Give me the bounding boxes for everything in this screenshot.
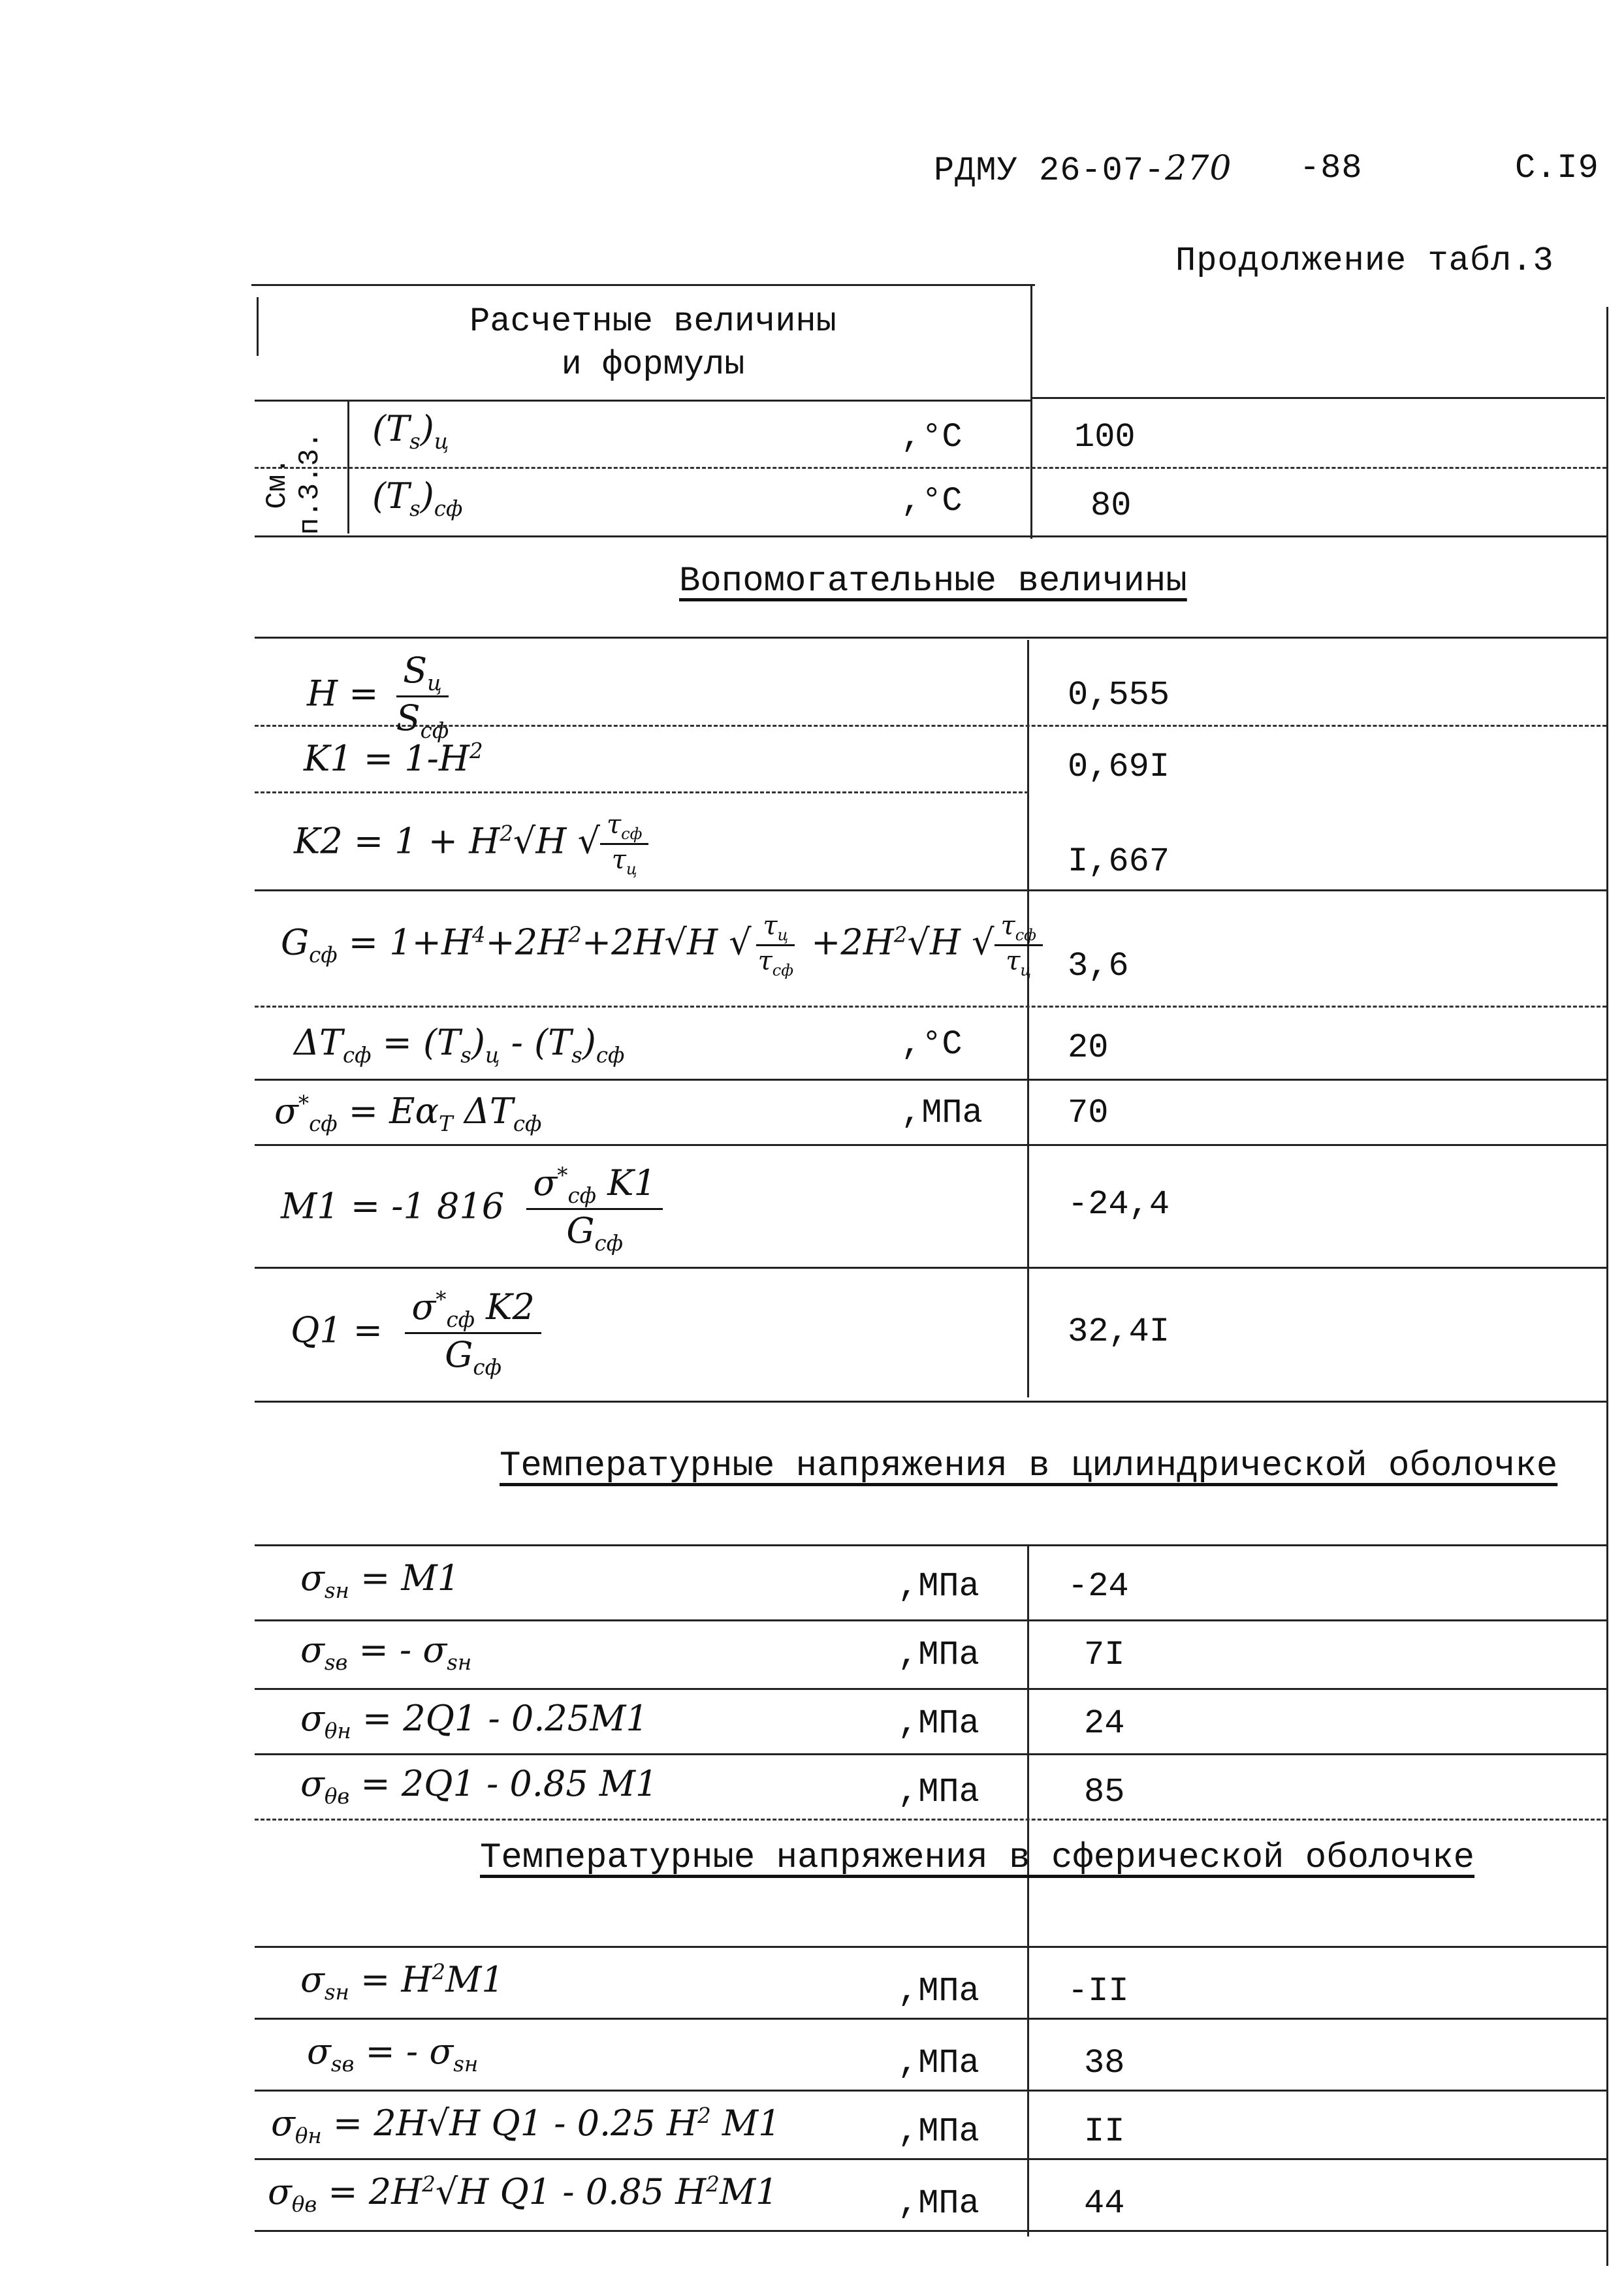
column-header-line1: Расчетные величины [470,302,836,341]
value-sph-sigma-sv: 38 [1084,2044,1125,2082]
section-cyl-title: Температурные напряжения в цилиндрической оболочке [500,1446,1558,1486]
formula-sph-sigma-sv: $\sigma_{sв}$ = - $\sigma_{sн}$ [307,2031,479,2077]
unit-sph-sigma-thv: ,МПа [898,2184,979,2223]
unit-ts-sph: ,°С [901,482,963,520]
value-cyl-sigma-sn: -24 [1068,1567,1129,1606]
value-ts-sph: 80 [1091,486,1132,525]
doc-number: 270 [1165,149,1232,188]
column-header [457,300,849,387]
value-sigma-star: 70 [1068,1094,1109,1132]
formula-k2: $K2 = 1 + H^2√H$ √ $\frac{\tau_{сф}}{\tau_ц}$ [294,810,648,878]
formula-cyl-sigma-thn: $\sigma_{\theta н} = 2Q1 - 0.25M1$ [300,1698,648,1743]
doc-prefix: РДМУ 26-07- [934,151,1166,190]
formula-gsph: $G_{сф} = 1+H^4+2H^2+2H√H$ √ $\frac{\tau_ц}{\tau_{сф}}$ $+2H^2√H$ √ $\frac{\tau_{сф}}{\tau_ц}$ [281,911,1043,979]
frac-g2: $\frac{\tau_{сф}}{\tau_ц}$ [995,911,1043,979]
value-cyl-sigma-sv: 7I [1084,1636,1125,1674]
unit-ts-cyl: ,°С [901,418,963,456]
table-continuation: Продолжение табл.3 [1175,242,1554,280]
formula-sph-sigma-thv: $\sigma_{\theta в} = 2H^2√H$ Q1 - 0.85 $H^2M1$ [268,2171,778,2217]
formula-q1: Q1 = $\frac{\sigma^*_{сф} K2}{G_{сф}}$ [291,1286,541,1380]
value-k2: I,667 [1068,842,1170,881]
value-m1: -24,4 [1068,1185,1170,1224]
unit-cyl-sigma-sn: ,МПа [898,1567,979,1606]
formula-k1: $K1 = 1-H^2$ [304,738,483,779]
formula-h: H = $\frac{S_ц}{S_{сф}}$ [307,650,455,743]
column-header-line2: и формулы [561,345,745,384]
value-delta-t: 20 [1068,1028,1109,1067]
value-sph-sigma-thn: II [1084,2112,1125,2151]
value-sph-sigma-sn: -II [1068,1972,1129,2011]
frac-m1: $\frac{\sigma^*_{сф} K1}{G_{сф}}$ [526,1162,662,1256]
unit-cyl-sigma-sv: ,МПа [898,1636,979,1674]
value-cyl-sigma-thv: 85 [1084,1773,1125,1811]
formula-sph-sigma-sn: $\sigma_{sн} = H^2M1$ [300,1959,504,2005]
doc-suffix: -88 [1299,149,1363,187]
formula-ts-cyl: $(T_s)_ц$ [372,408,449,454]
value-ts-cyl: 100 [1074,418,1136,456]
unit-sph-sigma-sv: ,МПа [898,2044,979,2082]
formula-cyl-sigma-thv: $\sigma_{\theta в} = 2Q1 - 0.85$ M1 [300,1763,658,1809]
frac-q1: $\frac{\sigma^*_{сф} K2}{G_{сф}}$ [405,1286,541,1380]
formula-cyl-sigma-sv: $\sigma_{sв}$ = - $\sigma_{sн}$ [300,1629,472,1675]
value-gsph: 3,6 [1068,947,1129,985]
unit-sph-sigma-thn: ,МПа [898,2112,979,2151]
formula-sph-sigma-thn: $\sigma_{\theta н} = 2H√H$ Q1 - 0.25 $H^2$ M1 [271,2103,781,2148]
value-sph-sigma-thv: 44 [1084,2184,1125,2223]
formula-ts-sph: $(T_s)_{сф}$ [372,475,463,521]
unit-sigma-star: ,МПа [901,1094,983,1132]
unit-sph-sigma-sn: ,МПа [898,1972,979,2011]
formula-cyl-sigma-sn: $\sigma_{sн} = M1$ [300,1557,460,1603]
formula-m1: M1 = -1 816 $\frac{\sigma^*_{сф} K1}{G_{сф}}$ [281,1162,663,1256]
value-k1: 0,69I [1068,748,1170,786]
unit-delta-t: ,°С [901,1025,963,1064]
value-cyl-sigma-thn: 24 [1084,1704,1125,1743]
frac-k2: $\frac{\tau_{сф}}{\tau_ц}$ [600,810,648,878]
formula-delta-t: $\Delta T_{сф} = (T_s)_ц - (T_s)_{сф}$ [294,1022,625,1068]
section-sph-title: Температурные напряжения в сферической оболочке [480,1838,1475,1878]
formula-sigma-star: $\sigma^*_{сф} = E\alpha_T$ $\Delta T_{сф}$ [274,1090,542,1136]
frac-h: $\frac{S_ц}{S_{сф}}$ [396,650,449,743]
value-h: 0,555 [1068,676,1170,714]
page-number: С.I9 [1515,149,1599,187]
unit-cyl-sigma-thv: ,МПа [898,1773,979,1811]
value-q1: 32,4I [1068,1313,1170,1351]
section-aux-title: Вопомогательные величины [679,562,1187,601]
reference-label: См. п.3.3. [261,431,326,535]
unit-cyl-sigma-thn: ,МПа [898,1704,979,1743]
frac-g1: $\frac{\tau_ц}{\tau_{сф}}$ [752,911,800,979]
doc-code [934,149,1232,190]
